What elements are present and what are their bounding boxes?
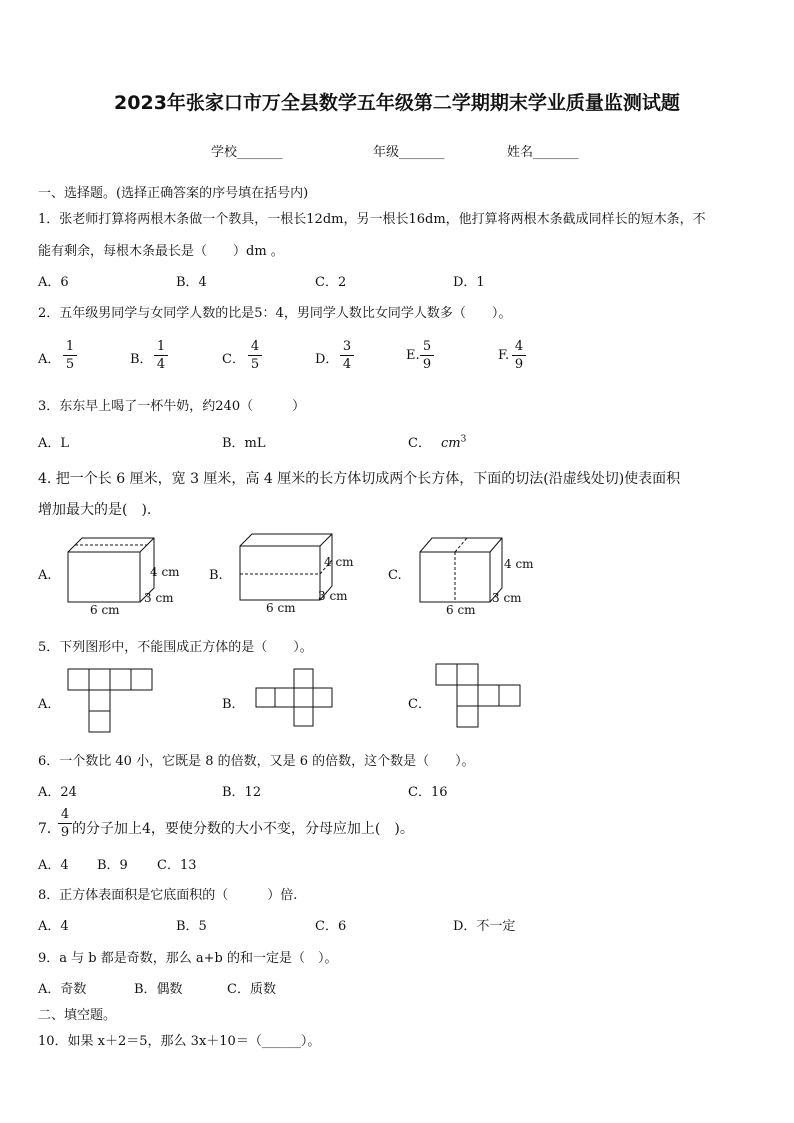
q2-option-e-label[interactable]: E.: [406, 348, 420, 363]
q5-option-c-label[interactable]: C．: [408, 697, 431, 712]
question-7-prefix: 7．: [38, 821, 61, 837]
q7-option-a[interactable]: A．4: [38, 858, 69, 873]
q5-option-a-net: [66, 667, 156, 735]
q5-option-b-label[interactable]: B．: [222, 697, 245, 712]
q2-option-b-label[interactable]: B．: [130, 352, 153, 367]
q1-option-c[interactable]: C．2: [315, 275, 347, 290]
name-field[interactable]: 姓名_______: [507, 145, 579, 160]
question-5-text: 5．下列图形中，不能围成正方体的是（ ）。: [38, 640, 313, 655]
question-8-text: 8．正方体表面积是它底面积的（ ）倍.: [38, 888, 298, 903]
q5-option-a-label[interactable]: A．: [38, 697, 61, 712]
q2-option-c-label[interactable]: C．: [222, 352, 245, 367]
q3-option-a[interactable]: A．L: [38, 436, 70, 451]
q2-option-e-fraction: 5 9: [420, 339, 434, 372]
q4c-height-label: 4 cm: [504, 557, 534, 571]
q5-option-c-net: [434, 662, 524, 736]
q7-option-c[interactable]: C．13: [157, 858, 197, 873]
q7-fraction: 4 9: [58, 807, 72, 840]
question-1-line2: 能有剩余，每根木条最长是（ ）dm 。: [38, 244, 284, 259]
question-7-text: 的分子加上4，要使分数的大小不变，分母应加上( )。: [72, 821, 414, 837]
q8-option-a[interactable]: A．4: [38, 919, 69, 934]
q6-option-c[interactable]: C．16: [408, 785, 448, 800]
question-10-text: 10．如果 x＋2＝5，那么 3x＋10＝（______）。: [38, 1034, 321, 1049]
q4c-width-label: 3 cm: [492, 591, 522, 605]
q4b-height-label: 4 cm: [324, 555, 354, 569]
question-4-line1: 4. 把一个长 6 厘米，宽 3 厘米，高 4 厘米的长方体切成两个长方体，下面的切法(沿虚线处切)使表面积: [38, 471, 681, 487]
page-title: 2023年张家口市万全县数学五年级第二学期期末学业质量监测试题: [114, 92, 680, 114]
question-4-line2: 增加最大的是( ).: [38, 502, 152, 518]
q4a-height-label: 4 cm: [150, 565, 180, 579]
q2-option-a-label[interactable]: A．: [38, 352, 61, 367]
grade-field[interactable]: 年级_______: [373, 145, 445, 160]
q4c-length-label: 6 cm: [446, 603, 476, 616]
q9-option-a[interactable]: A．奇数: [38, 982, 87, 997]
school-field[interactable]: 学校_______: [211, 145, 283, 160]
q2-option-f-fraction: 4 9: [512, 339, 526, 372]
q2-option-f-label[interactable]: F.: [498, 348, 510, 363]
q4-option-b-cuboid: [232, 526, 362, 614]
q4-option-a-label[interactable]: A.: [38, 568, 52, 583]
question-2-text: 2．五年级男同学与女同学人数的比是5：4，男同学人数比女同学人数多（ ）。: [38, 306, 512, 321]
q4a-width-label: 3 cm: [144, 591, 174, 605]
q2-option-d-fraction: 3 4: [340, 339, 354, 372]
question-9-text: 9．a 与 b 都是奇数，那么 a+b 的和一定是（ ）。: [38, 951, 338, 966]
q9-option-b[interactable]: B．偶数: [134, 982, 183, 997]
q5-option-b-net: [254, 667, 344, 735]
q2-option-c-fraction: 4 5: [248, 339, 262, 372]
q1-option-a[interactable]: A．6: [38, 275, 69, 290]
q8-option-b[interactable]: B．5: [176, 919, 207, 934]
question-6-text: 6．一个数比 40 小，它既是 8 的倍数，又是 6 的倍数，这个数是（ ）。: [38, 754, 475, 769]
q4b-length-label: 6 cm: [266, 601, 296, 614]
q3-option-c[interactable]: C． $cm^3$: [408, 434, 467, 451]
q4a-length-label: 6 cm: [90, 603, 120, 617]
q2-option-d-label[interactable]: D．: [315, 352, 339, 367]
q7-option-b[interactable]: B．9: [97, 858, 128, 873]
q8-option-d[interactable]: D．不一定: [453, 919, 516, 934]
q8-option-c[interactable]: C．6: [315, 919, 347, 934]
q2-option-b-fraction: 1 4: [154, 339, 168, 372]
q6-option-a[interactable]: A．24: [38, 785, 77, 800]
q4b-width-label: 3 cm: [318, 589, 348, 603]
section-heading-2: 二、填空题。: [38, 1008, 117, 1023]
section-heading: 一、选择题。(选择正确答案的序号填在括号内): [38, 186, 309, 201]
q2-option-a-fraction: 1 5: [63, 339, 77, 372]
q4-option-a-cuboid: [60, 530, 190, 618]
q4-option-b-label[interactable]: B.: [209, 568, 223, 583]
q9-option-c[interactable]: C．质数: [227, 982, 276, 997]
q1-option-d[interactable]: D．1: [453, 275, 485, 290]
q6-option-b[interactable]: B．12: [222, 785, 262, 800]
question-1-line1: 1．张老师打算将两根木条做一个教具，一根长12dm，另一根长16dm，他打算将两根木条截成同样长的短木条，不: [38, 212, 706, 227]
q4-option-c-cuboid: [412, 528, 542, 616]
q3-option-b[interactable]: B．mL: [222, 436, 266, 451]
question-3-text: 3．东东早上喝了一杯牛奶，约240（ ）: [38, 399, 306, 414]
q4-option-c-label[interactable]: C.: [388, 568, 402, 583]
q1-option-b[interactable]: B．4: [176, 275, 207, 290]
